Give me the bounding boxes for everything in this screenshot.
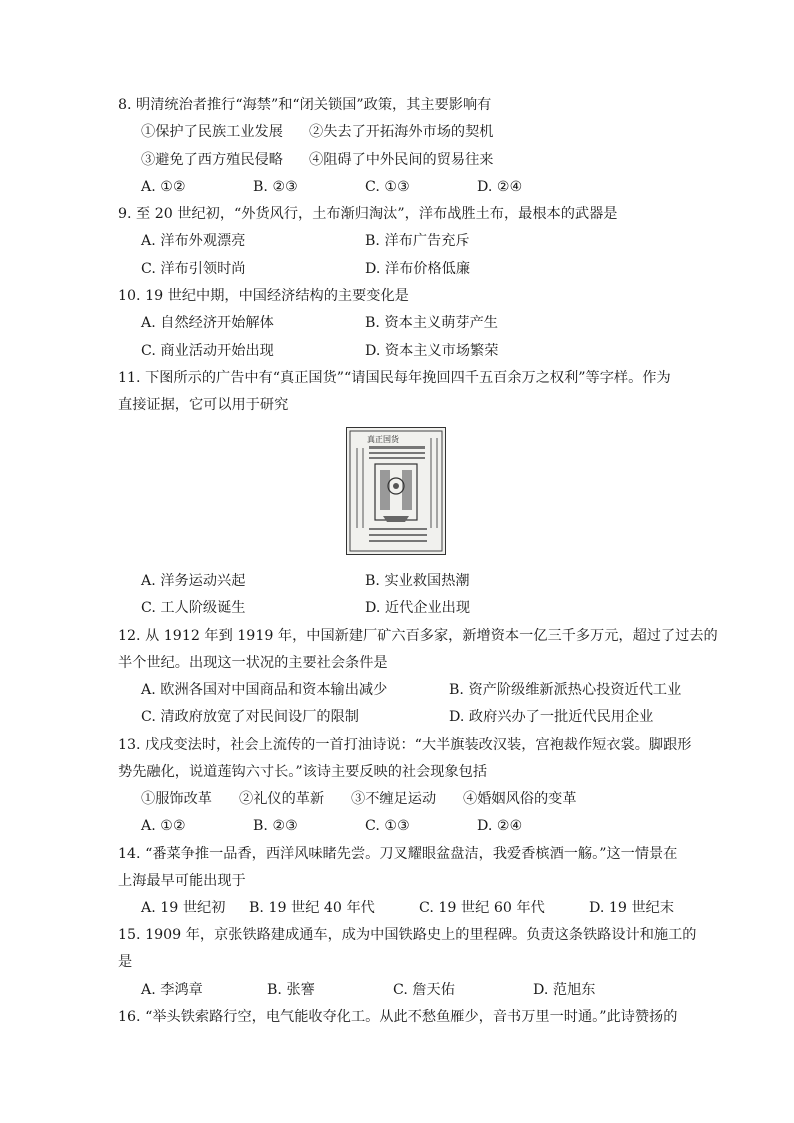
advertisement-image [346, 427, 446, 555]
question-14-stem-line-1: 14. “番菜争推一品香，西洋风味睹先尝。刀叉耀眼盆盘洁，我爱香槟酒一觞。”这一情景在 [118, 846, 678, 862]
q13-option-b: B. ②③ [253, 818, 298, 834]
question-12-stem-line-1: 12. 从 1912 年到 1919 年，中国新建厂矿六百多家，新增资本一亿三千多万元，超过了过去的 [118, 628, 718, 644]
q10-option-d: D. 资本主义市场繁荣 [365, 343, 499, 359]
question-15-stem-line-2: 是 [118, 954, 133, 970]
q10-option-c: C. 商业活动开始出现 [141, 343, 274, 359]
q13-item-4: ④婚姻风俗的变革 [463, 791, 577, 807]
q12-option-b: B. 资产阶级维新派热心投资近代工业 [449, 682, 682, 698]
question-10-stem: 10. 19 世纪中期，中国经济结构的主要变化是 [118, 288, 409, 304]
q14-option-a: A. 19 世纪初 [141, 900, 226, 916]
q13-item-3: ③不缠足运动 [351, 791, 437, 807]
q8-option-c: C. ①③ [365, 179, 410, 195]
q12-option-c: C. 清政府放宽了对民间设厂的限制 [141, 709, 359, 725]
q15-option-a: A. 李鸿章 [141, 982, 203, 998]
q12-option-a: A. 欧洲各国对中国商品和资本输出减少 [141, 682, 388, 698]
q15-option-b: B. 张謇 [267, 982, 315, 998]
q8-option-a: A. ①② [141, 179, 186, 195]
question-15-stem-line-1: 15. 1909 年，京张铁路建成通车，成为中国铁路史上的里程碑。负责这条铁路设计和施工的 [118, 927, 697, 943]
q14-option-d: D. 19 世纪末 [589, 900, 675, 916]
ad-header-text: 真正国货 [367, 435, 399, 444]
q13-option-c: C. ①③ [365, 818, 410, 834]
question-16-stem-line-1: 16. “举头铁索路行空，电气能收夺化工。从此不愁鱼雁少，音书万里一时通。”此诗赞扬的 [118, 1009, 678, 1025]
q8-item-3: ③避免了西方殖民侵略 [141, 152, 283, 168]
q9-option-a: A. 洋布外观漂亮 [141, 233, 246, 249]
question-14-stem-line-2: 上海最早可能出现于 [118, 873, 246, 889]
q10-option-a: A. 自然经济开始解体 [141, 315, 274, 331]
q9-option-d: D. 洋布价格低廉 [365, 261, 471, 277]
q9-option-c: C. 洋布引领时尚 [141, 261, 246, 277]
q13-item-2: ②礼仪的革新 [239, 791, 325, 807]
q12-option-d: D. 政府兴办了一批近代民用企业 [449, 709, 654, 725]
q15-option-c: C. 詹天佑 [393, 982, 455, 998]
question-12-stem-line-2: 半个世纪。出现这一状况的主要社会条件是 [118, 655, 388, 671]
q8-item-1: ①保护了民族工业发展 [141, 124, 283, 140]
q15-option-d: D. 范旭东 [533, 982, 596, 998]
question-11-stem-line-2: 直接证据，它可以用于研究 [118, 397, 289, 413]
q11-option-d: D. 近代企业出现 [365, 600, 471, 616]
question-13-stem-line-1: 13. 戊戌变法时，社会上流传的一首打油诗说：“大半旗装改汉装，宫袍裁作短衣裳。脚跟形 [118, 737, 692, 753]
q13-option-d: D. ②④ [477, 818, 523, 834]
q8-option-b: B. ②③ [253, 179, 298, 195]
q8-item-2: ②失去了开拓海外市场的契机 [309, 124, 494, 140]
question-9-stem: 9. 至 20 世纪初，“外货风行，土布渐归淘汰”，洋布战胜土布，最根本的武器是 [118, 206, 618, 222]
advertisement-illustration [347, 428, 445, 554]
question-11-stem-line-1: 11. 下图所示的广告中有“真正国货”“请国民每年挽回四千五百余万之权利”等字样。作为 [118, 370, 671, 386]
q8-option-d: D. ②④ [477, 179, 523, 195]
q13-option-a: A. ①② [141, 818, 186, 834]
q11-option-a: A. 洋务运动兴起 [141, 573, 246, 589]
q10-option-b: B. 资本主义萌芽产生 [365, 315, 498, 331]
q14-option-c: C. 19 世纪 60 年代 [419, 900, 545, 916]
q14-option-b: B. 19 世纪 40 年代 [249, 900, 375, 916]
q11-option-b: B. 实业救国热潮 [365, 573, 470, 589]
q8-item-4: ④阻碍了中外民间的贸易往来 [309, 152, 494, 168]
question-8-stem: 8. 明清统治者推行“海禁”和“闭关锁国”政策，其主要影响有 [118, 97, 492, 113]
q11-option-c: C. 工人阶级诞生 [141, 600, 246, 616]
question-13-stem-line-2: 势先融化，说道莲钩六寸长。”该诗主要反映的社会现象包括 [118, 764, 488, 780]
q9-option-b: B. 洋布广告充斥 [365, 233, 470, 249]
q13-item-1: ①服饰改革 [141, 791, 212, 807]
